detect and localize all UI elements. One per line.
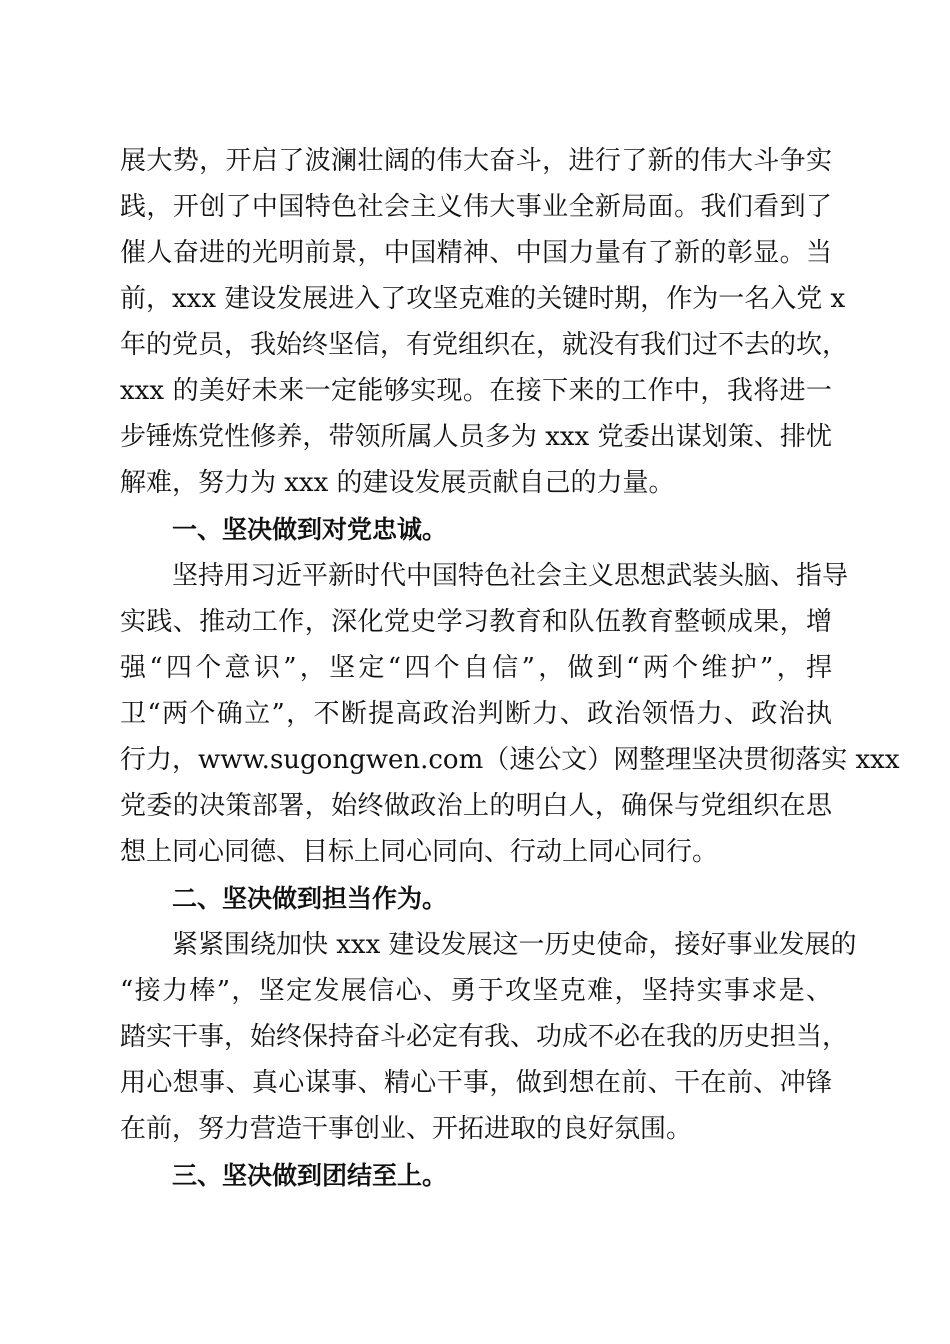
paragraph-line: 催人奋进的光明前景，中国精神、中国力量有了新的彰显。当: [120, 238, 832, 268]
paragraph-line: 踏实干事，始终保持奋斗必定有我、功成不必在我的历史担当，: [120, 1022, 849, 1052]
paragraph-line: 年的党员，我始终坚信，有党组织在，就没有我们过不去的坎，: [120, 330, 849, 360]
paragraph-line: 强“四个意识”，坚定“四个自信”，做到“两个维护”，捍: [120, 653, 832, 683]
paragraph-line: 行力，www.sugongwen.com（速公文）网整理坚决贯彻落实 xxx: [120, 745, 900, 775]
paragraph-line: 解难，努力为 xxx 的建设发展贡献自己的力量。: [120, 468, 675, 498]
paragraph-line: 在前，努力营造干事创业、开拓进取的良好氛围。: [120, 1114, 693, 1144]
section-heading-3: 三、坚决做到团结至上。: [172, 1161, 448, 1190]
paragraph-line: 用心想事、真心谋事、精心干事，做到想在前、干在前、冲锋: [120, 1068, 832, 1098]
paragraph-line: “接力棒”，坚定发展信心、勇于攻坚克难，坚持实事求是、: [120, 976, 832, 1006]
paragraph-line: 党委的决策部署，始终做政治上的明白人，确保与党组织在思: [120, 791, 832, 821]
paragraph-line: 紧紧围绕加快 xxx 建设发展这一历史使命，接好事业发展的: [172, 930, 857, 960]
paragraph-line: 卫“两个确立”，不断提高政治判断力、政治领悟力、政治执: [120, 699, 832, 729]
section-heading-1: 一、坚决做到对党忠诚。: [172, 515, 448, 544]
section-heading-2: 二、坚决做到担当作为。: [172, 884, 448, 913]
paragraph-line: 前，xxx 建设发展进入了攻坚克难的关键时期，作为一名入党 x: [120, 284, 846, 314]
paragraph-line: 践，开创了中国特色社会主义伟大事业全新局面。我们看到了: [120, 192, 832, 222]
paragraph-line: 步锤炼党性修养，带领所属人员多为 xxx 党委出谋划策、排忧: [120, 422, 832, 452]
paragraph-line: 展大势，开启了波澜壮阔的伟大奋斗，进行了新的伟大斗争实: [120, 146, 832, 176]
paragraph-line: 想上同心同德、目标上同心同向、行动上同心同行。: [120, 837, 719, 867]
paragraph-line: 坚持用习近平新时代中国特色社会主义思想武装头脑、指导: [172, 561, 849, 591]
paragraph-line: 实践、推动工作，深化党史学习教育和队伍教育整顿成果，增: [120, 607, 832, 637]
paragraph-line: xxx 的美好未来一定能够实现。在接下来的工作中，我将进一: [120, 376, 832, 406]
